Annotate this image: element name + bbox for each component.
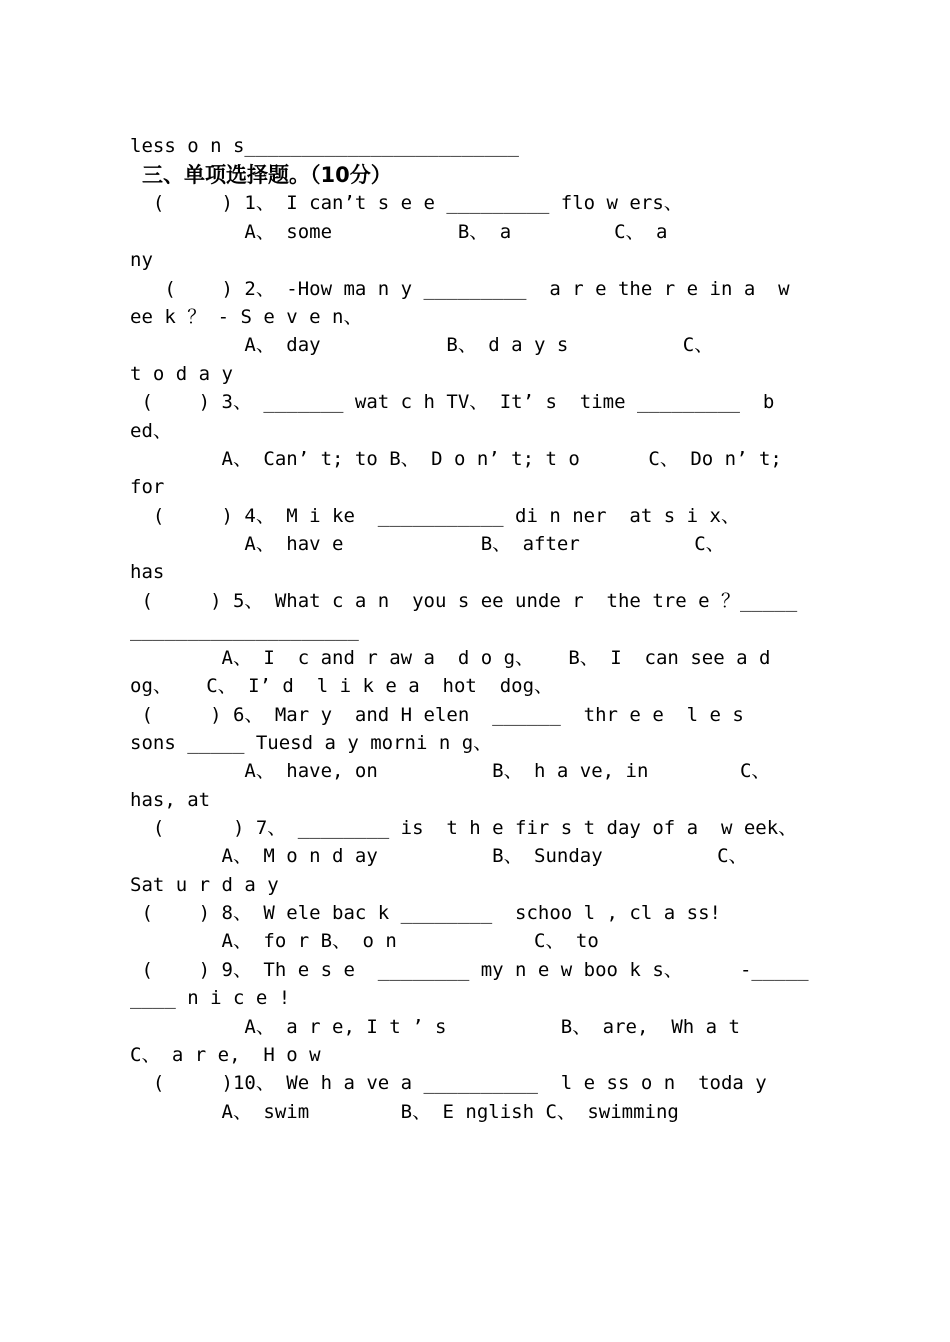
text-line: ny — [130, 249, 153, 271]
question-4-options: A、 hav e B、 after C、 — [130, 533, 725, 555]
text-line: ee k ？ - S e v e n、 — [130, 306, 363, 328]
question-10: ( )10、 We h a ve a __________ l e ss o n toda y — [130, 1072, 767, 1094]
question-3-options: A、 Can’ t; to B、 D o n’ t; t o C、 Do n’ t; — [130, 448, 782, 470]
question-6: ( ) 6、 Mar y and H elen ______ thr e e l e s — [130, 704, 744, 726]
question-9-options: A、 a r e, I t ’ s B、 are, Wh a t — [130, 1016, 740, 1038]
question-8: ( ) 8、 W ele bac k ________ schoo l , cl a ss! — [130, 902, 721, 924]
text-line: ed、 — [130, 420, 172, 442]
section-heading: 三、单项选择题。（10分） — [142, 163, 392, 187]
question-7-options: A、 M o n d ay B、 Sunday C、 — [130, 845, 748, 867]
question-5-options: A、 I c and r aw a d o g、 B、 I can see a d — [130, 647, 771, 669]
question-1: ( ) 1、 I can’t s e e _________ flo w ers、 — [130, 192, 683, 214]
text-line: has, at — [130, 789, 211, 811]
question-10-options: A、 swim B、 E nglish C、 swimming — [130, 1101, 679, 1123]
question-4: ( ) 4、 M i ke ___________ di n ner at s i x、 — [130, 505, 740, 527]
question-7: ( ) 7、 ________ is t h e fir s t day of a w eek、 — [130, 817, 798, 839]
text-line: Sat u r d a y — [130, 874, 279, 896]
question-5: ( ) 5、 What c a n you s ee unde r the tre e ？_____ — [130, 590, 798, 612]
question-8-options: A、 fo r B、 o n C、 to — [130, 930, 599, 952]
text-line: t o d a y — [130, 363, 233, 385]
text-line: C、 a r e, H o w — [130, 1044, 321, 1066]
question-1-options: A、 some B、 a C、 a — [130, 221, 668, 243]
text-line: og、 C、 I’ d l i k e a hot dog、 — [130, 675, 554, 697]
question-2-options: A、 day B、 d a y s C、 — [130, 334, 714, 356]
text-line: ____________________ — [130, 619, 359, 641]
text-line: less o n s________________________ — [130, 135, 519, 157]
question-2: ( ) 2、 -How ma n y _________ a r e the r e in a w — [130, 278, 790, 300]
text-line: sons _____ Tuesd a y morni n g、 — [130, 732, 493, 754]
text-line: has — [130, 561, 165, 583]
question-6-options: A、 have, on B、 h a ve, in C、 — [130, 760, 771, 782]
question-9: ( ) 9、 Th e s e ________ my n e w boo k s、 -_____ — [130, 959, 809, 981]
text-line: ____ n i c e ! — [130, 987, 291, 1009]
text-line: for — [130, 476, 165, 498]
question-3: ( ) 3、 _______ wat c h TV、 It’ s time _________ b — [130, 391, 775, 413]
